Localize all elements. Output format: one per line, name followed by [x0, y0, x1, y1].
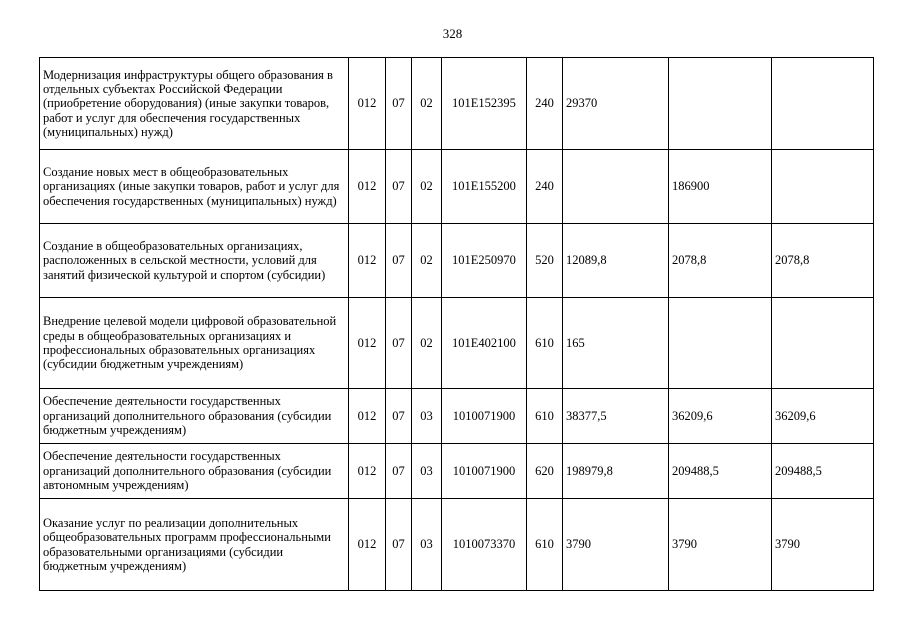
expense-type-cell: 610: [527, 499, 563, 591]
row-name-cell: Оказание услуг по реализации дополнительных общеобразовательных программ профессиональными образовательными организациями (субсидии бюджетным учреждениям): [40, 499, 349, 591]
table-body: [40, 58, 874, 591]
section-code-cell: 07: [386, 389, 412, 444]
ministry-code-cell: 012: [349, 150, 386, 224]
expense-type-cell: 520: [527, 224, 563, 298]
amount-year1-cell: 165: [563, 298, 669, 389]
amount-year2-cell: 36209,6: [669, 389, 772, 444]
amount-year1-cell: [563, 150, 669, 224]
section-code-cell: 07: [386, 298, 412, 389]
expense-type-cell: 610: [527, 298, 563, 389]
expense-type-cell: 240: [527, 58, 563, 150]
target-article-cell: 1010073370: [442, 499, 527, 591]
amount-year2-cell: 2078,8: [669, 224, 772, 298]
amount-year3-cell: 209488,5: [772, 444, 874, 499]
row-name-cell: Внедрение целевой модели цифровой образовательной среды в общеобразовательных организациях и профессиональных образовательных организациях (субсидии бюджетным учреждениям): [40, 298, 349, 389]
expense-type-cell: 620: [527, 444, 563, 499]
section-code-cell: 07: [386, 444, 412, 499]
ministry-code-cell: 012: [349, 499, 386, 591]
target-article-cell: 101E402100: [442, 298, 527, 389]
target-article-cell: 1010071900: [442, 444, 527, 499]
expense-type-cell: 240: [527, 150, 563, 224]
table-row: [40, 224, 874, 298]
subsection-code-cell: 02: [412, 58, 442, 150]
section-code-cell: 07: [386, 58, 412, 150]
ministry-code-cell: 012: [349, 444, 386, 499]
table-row: [40, 298, 874, 389]
table-row: [40, 389, 874, 444]
amount-year3-cell: [772, 58, 874, 150]
ministry-code-cell: 012: [349, 58, 386, 150]
ministry-code-cell: 012: [349, 298, 386, 389]
subsection-code-cell: 02: [412, 298, 442, 389]
amount-year1-cell: 3790: [563, 499, 669, 591]
row-name-cell: Обеспечение деятельности государственных организаций дополнительного образования (субсидии бюджетным учреждениям): [40, 389, 349, 444]
target-article-cell: 1010071900: [442, 389, 527, 444]
target-article-cell: 101E155200: [442, 150, 527, 224]
subsection-code-cell: 03: [412, 389, 442, 444]
section-code-cell: 07: [386, 499, 412, 591]
amount-year1-cell: 38377,5: [563, 389, 669, 444]
target-article-cell: 101E250970: [442, 224, 527, 298]
expense-type-cell: 610: [527, 389, 563, 444]
section-code-cell: 07: [386, 224, 412, 298]
amount-year2-cell: [669, 298, 772, 389]
table-row: [40, 444, 874, 499]
section-code-cell: 07: [386, 150, 412, 224]
amount-year2-cell: 3790: [669, 499, 772, 591]
subsection-code-cell: 03: [412, 444, 442, 499]
table-row: [40, 150, 874, 224]
target-article-cell: 101E152395: [442, 58, 527, 150]
budget-table: [39, 57, 874, 591]
ministry-code-cell: 012: [349, 224, 386, 298]
amount-year1-cell: 198979,8: [563, 444, 669, 499]
amount-year2-cell: 209488,5: [669, 444, 772, 499]
amount-year3-cell: 3790: [772, 499, 874, 591]
amount-year3-cell: [772, 150, 874, 224]
amount-year3-cell: 2078,8: [772, 224, 874, 298]
amount-year3-cell: 36209,6: [772, 389, 874, 444]
row-name-cell: Обеспечение деятельности государственных организаций дополнительного образования (субсидии автономным учреждениям): [40, 444, 349, 499]
page-number: 328: [442, 26, 463, 41]
subsection-code-cell: 02: [412, 150, 442, 224]
row-name-cell: Модернизация инфраструктуры общего образования в отдельных субъектах Российской Федерации (приобретение оборудования) (иные закупки товаров, работ и услуг для обеспечения государственных (муниципальных) нужд): [40, 58, 349, 150]
amount-year1-cell: 29370: [563, 58, 669, 150]
amount-year2-cell: 186900: [669, 150, 772, 224]
subsection-code-cell: 03: [412, 499, 442, 591]
amount-year1-cell: 12089,8: [563, 224, 669, 298]
amount-year2-cell: [669, 58, 772, 150]
ministry-code-cell: 012: [349, 389, 386, 444]
amount-year3-cell: [772, 298, 874, 389]
row-name-cell: Создание новых мест в общеобразовательных организациях (иные закупки товаров, работ и услуг для обеспечения государственных (муниципальных) нужд): [40, 150, 349, 224]
table-row: [40, 58, 874, 150]
subsection-code-cell: 02: [412, 224, 442, 298]
row-name-cell: Создание в общеобразовательных организациях, расположенных в сельской местности, условий для занятий физической культурой и спортом (субсидии): [40, 224, 349, 298]
table-row: [40, 499, 874, 591]
